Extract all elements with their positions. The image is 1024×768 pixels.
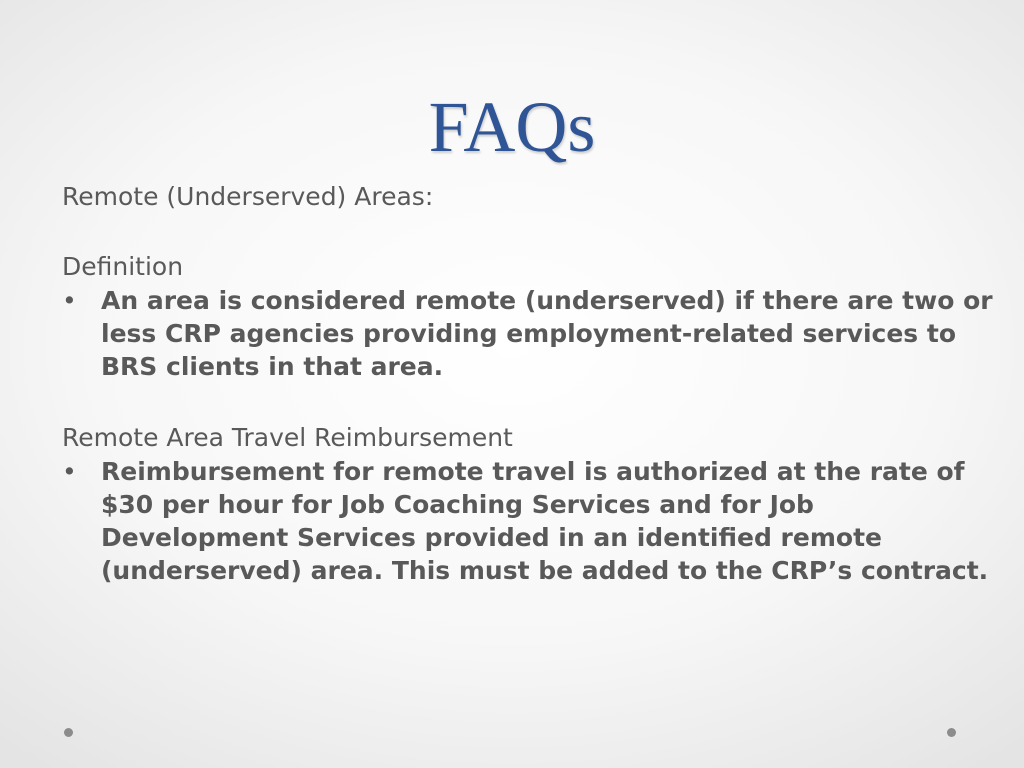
corner-dot-icon-left bbox=[64, 728, 73, 737]
bullet-text: An area is considered remote (underserved) if there are two or less CRP agencies providing employment-related services to BRS clients in that area. bbox=[101, 286, 993, 381]
section-heading-travel-reimbursement: Remote Area Travel Reimbursement bbox=[62, 423, 513, 452]
slide-subtitle: Remote (Underserved) Areas: bbox=[62, 182, 434, 211]
slide-content bbox=[62, 180, 993, 625]
bullet-text: Reimbursement for remote travel is authorized at the rate of $30 per hour for Job Coaching Services and for Job Development Services provided in an identified remote (underserved) area. This must be added to the CRP’s contract. bbox=[101, 457, 989, 585]
bullet-icon: • bbox=[62, 457, 77, 486]
section-heading-definition: Definition bbox=[62, 252, 184, 281]
slide-title: FAQs bbox=[428, 87, 596, 167]
bullet-item-definition bbox=[62, 284, 1001, 383]
corner-dot-icon-right bbox=[947, 728, 956, 737]
bullet-icon: • bbox=[62, 286, 77, 315]
bullet-item-travel-reimbursement bbox=[62, 455, 1006, 587]
